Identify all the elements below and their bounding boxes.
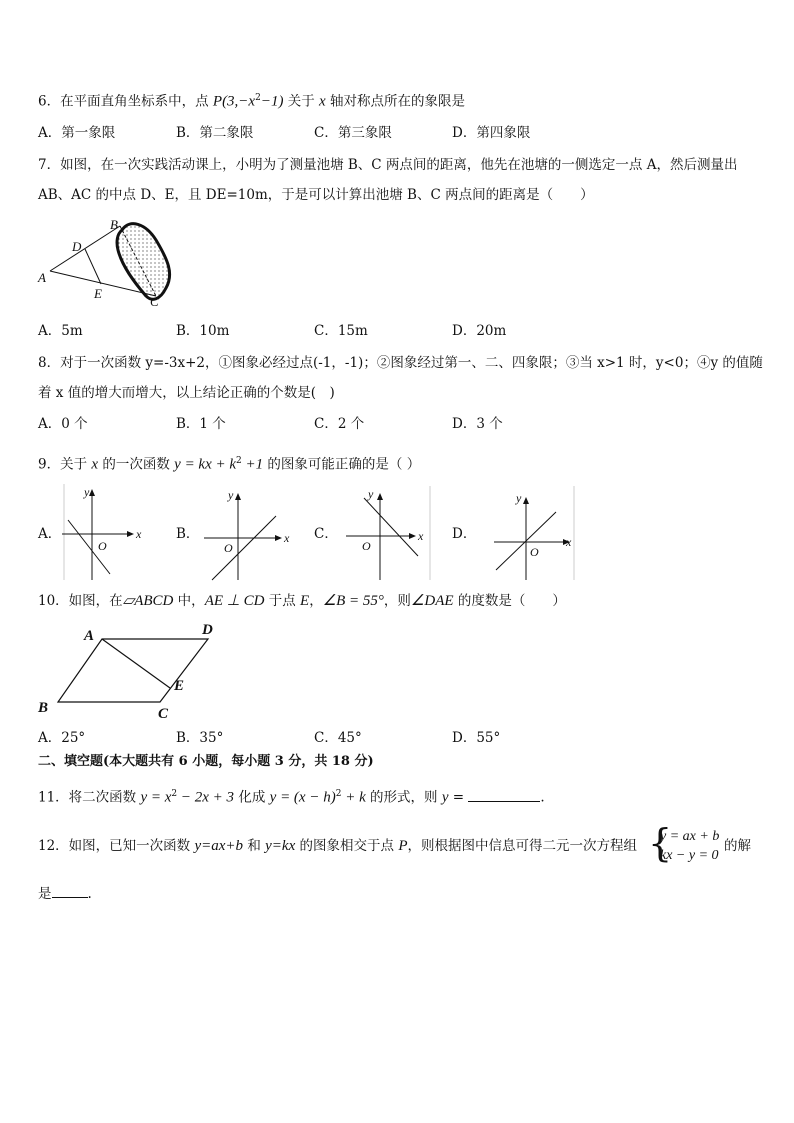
q10-text: ，则 [383, 593, 411, 609]
q11-text: 化成 [234, 789, 270, 806]
q7-line-1: 7．如图，在一次实践活动课上，小明为了测量池塘 B、C 两点间的距离，他先在池塘的一侧选定一点 A，然后测量出 [38, 157, 738, 173]
q11-function-end: − 2x + 3 [177, 789, 235, 806]
q9-c-origin: O [362, 539, 371, 553]
q8-option-c: C．2 个 [314, 416, 365, 432]
q6-coords-end: −1) [260, 93, 284, 110]
q12-func-2: y=kx [265, 838, 296, 854]
q9-function: y = kx + k [174, 456, 237, 473]
q10-option-b: B．35° [176, 730, 224, 746]
q12-text: 和 [243, 838, 266, 854]
q11-stem [38, 784, 545, 808]
q12-text: ，则根据图中信息可得二元一次方程组 [407, 838, 638, 854]
q12-equation-2: kx − y = 0 [660, 848, 719, 863]
q12-text: 12．如图，已知一次函数 [38, 838, 195, 854]
q10-stem [38, 591, 566, 611]
q10-label-e: E [174, 678, 185, 694]
q9-graph-c [342, 486, 432, 580]
q9-text: 9．关于 [38, 456, 92, 473]
q10-label-a: A [84, 628, 95, 644]
q12-point: P [398, 838, 408, 854]
q9-d-origin: O [530, 545, 539, 559]
q11-text: 11．将二次函数 [38, 789, 141, 806]
q9-a-y-label: y [84, 485, 90, 499]
q8-line-1: 8．对于一次函数 y=-3x+2，①图象必经过点(-1，-1)；②图象经过第一、二、四象限；③当 x>1 时，y<0；④y 的值随 [38, 355, 763, 371]
q9-a-origin: O [98, 539, 107, 553]
q9-c-x-label: x [418, 529, 424, 543]
q10-text: ， [309, 593, 323, 609]
q6-option-d: D．第四象限 [452, 125, 531, 141]
q10-angle-b: ∠B = 55° [322, 593, 384, 609]
q10-option-c: C．45° [314, 730, 362, 746]
q7-pond-figure [34, 214, 184, 309]
q9-b-origin: O [224, 541, 233, 555]
q9-b-x-label: x [284, 531, 290, 545]
q9-text: 的图象可能正确的是（ ） [263, 456, 421, 473]
q8-line-2: 着 x 值的增大而增大，以上结论正确的个数是( ) [38, 385, 335, 401]
q12-answer-blank[interactable] [52, 897, 88, 898]
q10-option-a: A．25° [38, 730, 86, 746]
q10-label-d: D [202, 622, 213, 638]
q10-text: 中， [173, 593, 205, 609]
q9-option-a-letter: A． [38, 526, 62, 542]
q9-b-y-label: y [228, 488, 234, 502]
q12-suffix: 的解 [724, 838, 751, 854]
q10-parallelogram: ▱ABCD [122, 593, 174, 609]
q9-a-x-label: x [136, 527, 142, 541]
q7-option-a: A．5m [38, 323, 83, 339]
q9-graph-d [490, 486, 580, 580]
q9-stem [38, 451, 420, 475]
q6-option-c: C．第三象限 [314, 125, 392, 141]
q12-line-2 [38, 884, 92, 904]
q10-perpendicular: AE ⊥ CD [204, 593, 265, 609]
q6-coords: (3,−x [222, 93, 256, 110]
q9-graph-a [62, 484, 142, 580]
q11-exponent: 2 [335, 789, 342, 799]
q11-vertex-form: y = (x − h) [269, 789, 336, 806]
q10-label-c: C [158, 706, 169, 722]
q10-text: 10．如图，在 [38, 593, 123, 609]
q9-var: x [91, 456, 99, 473]
q7-label-c: C [150, 294, 159, 309]
q6-text: 关于 [283, 93, 320, 110]
q10-option-d: D．55° [452, 730, 501, 746]
q11-text: 的形式，则 [365, 789, 442, 806]
q9-exponent: 2 [236, 456, 242, 466]
q9-d-y-label: y [516, 491, 522, 505]
q6-option-a: A．第一象限 [38, 125, 116, 141]
q6-point: P [212, 93, 223, 110]
q12-equation-system [648, 821, 730, 866]
q7-line-2: AB、AC 的中点 D、E，且 DE=10m，于是可以计算出池塘 B、C 两点间的距离是（ ） [38, 187, 594, 203]
q10-parallelogram-figure [36, 622, 236, 722]
q7-option-d: D．20m [452, 323, 507, 339]
q6-stem [38, 88, 465, 112]
q9-option-b-letter: B． [176, 526, 200, 542]
q11-answer-blank[interactable] [468, 801, 540, 802]
q7-label-d: D [72, 239, 82, 254]
q10-text: 于点 [264, 593, 301, 609]
q11-period: . [540, 789, 545, 806]
q12-stem [38, 836, 637, 856]
q11-exponent: 2 [171, 789, 178, 799]
q12-equation-1: y = ax + b [660, 829, 720, 844]
brace-icon: { [648, 821, 673, 865]
q12-period: . [87, 886, 92, 902]
q7-option-b: B．10m [176, 323, 230, 339]
q9-c-y-label: y [368, 487, 374, 501]
q9-d-x-label: x [566, 535, 572, 549]
q7-label-b: B [110, 217, 118, 232]
q8-option-a: A．0 个 [38, 416, 88, 432]
q9-option-c-letter: C． [314, 526, 338, 542]
q6-option-b: B．第二象限 [176, 125, 254, 141]
q10-angle-dae: ∠DAE [410, 593, 454, 609]
q7-label-e: E [94, 286, 102, 301]
q11-y: y [441, 789, 449, 806]
q12-text: 的图象相交于点 [295, 838, 399, 854]
q11-function: y = x [140, 789, 172, 806]
q8-option-b: B．1 个 [176, 416, 226, 432]
q11-vertex-form-end: + k [341, 789, 366, 806]
q9-text: 的一次函数 [98, 456, 175, 473]
q10-text: 的度数是（ ） [453, 593, 566, 609]
q6-exponent: 2 [255, 93, 261, 103]
q8-option-d: D．3 个 [452, 416, 503, 432]
q10-point-e: E [300, 593, 310, 609]
q7-label-a: A [38, 270, 46, 285]
q12-func-1: y=ax+b [194, 838, 244, 854]
q12-text: 是 [38, 886, 52, 902]
q9-option-d-letter: D． [452, 526, 477, 542]
q6-text: 6．在平面直角坐标系中，点 [38, 93, 213, 110]
section-heading: 二、填空题(本大题共有 6 小题，每小题 3 分，共 18 分) [38, 754, 374, 769]
q10-label-b: B [38, 700, 49, 716]
q6-axis: x [319, 93, 326, 110]
q11-equals: = [448, 789, 469, 806]
q9-function-end: +1 [241, 456, 264, 473]
q9-graph-b [204, 486, 294, 580]
q6-text: 轴对称点所在的象限是 [325, 93, 466, 110]
q7-option-c: C．15m [314, 323, 368, 339]
